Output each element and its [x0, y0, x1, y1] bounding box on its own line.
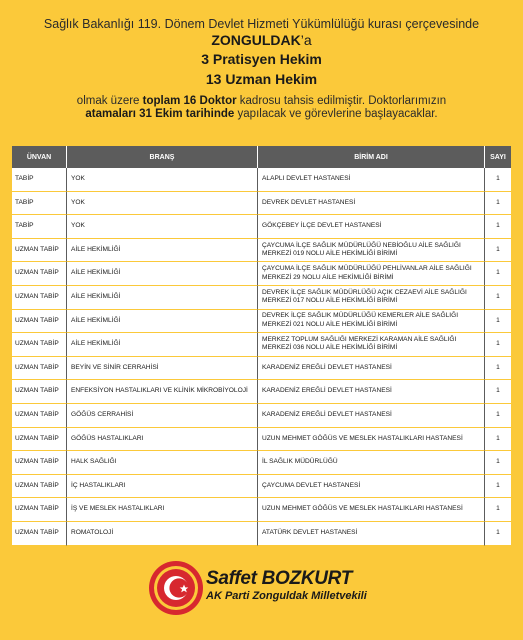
cell-birim: UZUN MEHMET GÖĞÜS VE MESLEK HASTALIKLARI HASTANESİ: [258, 498, 485, 522]
cell-birim: KARADENİZ EREĞLİ DEVLET HASTANESİ: [258, 404, 485, 428]
cell-sayi: 1: [485, 404, 511, 428]
cell-birim: GÖKÇEBEY İLÇE DEVLET HASTANESİ: [258, 215, 485, 239]
cell-sayi: 1: [485, 239, 511, 263]
cell-unvan: UZMAN TABİP: [12, 451, 67, 475]
cell-birim: ÇAYCUMA DEVLET HASTANESİ: [258, 475, 485, 499]
cell-birim: ALAPLI DEVLET HASTANESİ: [258, 168, 485, 192]
cell-birim: DEVREK İLÇE SAĞLIK MÜDÜRLÜĞÜ KEMERLER AİLE SAĞLIĞI MERKEZİ 021 NOLU AİLE HEKİMLİĞİ BİRİMİ: [258, 310, 485, 334]
cell-sayi: 1: [485, 262, 511, 286]
cell-unvan: UZMAN TABİP: [12, 262, 67, 286]
signature-title: AK Parti Zonguldak Milletvekili: [206, 590, 367, 602]
total-line: [0, 95, 523, 107]
cell-brans: AİLE HEKİMLİĞİ: [67, 262, 258, 286]
cell-unvan: TABİP: [12, 192, 67, 216]
cell-birim: ÇAYCUMA İLÇE SAĞLIK MÜDÜRLÜĞÜ NEBİOĞLU AİLE SAĞLIĞI MERKEZİ 019 NOLU AİLE HEKİMLİĞİ BİRİMİ: [258, 239, 485, 263]
table-row: [12, 168, 511, 192]
cell-sayi: 1: [485, 215, 511, 239]
table-row: [12, 239, 511, 263]
table-row: [12, 286, 511, 310]
cell-sayi: 1: [485, 522, 511, 546]
pratisyen-count: 3 Pratisyen Hekim: [201, 51, 322, 67]
total-doctors: toplam 16 Doktor: [142, 95, 237, 107]
cell-birim: DEVREK DEVLET HASTANESİ: [258, 192, 485, 216]
cell-brans: AİLE HEKİMLİĞİ: [67, 333, 258, 357]
cell-brans: İŞ VE MESLEK HASTALIKLARI: [67, 498, 258, 522]
date-line: [0, 108, 523, 120]
table-row: [12, 522, 511, 546]
cell-birim: MERKEZ TOPLUM SAĞLIĞI MERKEZİ KARAMAN AİLE SAĞLIĞI MERKEZİ 036 NOLU AİLE HEKİMLİĞİ BİRİMİ: [258, 333, 485, 357]
cell-unvan: UZMAN TABİP: [12, 380, 67, 404]
table-row: [12, 404, 511, 428]
cell-brans: ENFEKSİYON HASTALIKLARI VE KLİNİK MİKROBİYOLOJİ: [67, 380, 258, 404]
cell-brans: YOK: [67, 168, 258, 192]
table-row: [12, 498, 511, 522]
table-header-row: [12, 146, 511, 168]
cell-brans: ROMATOLOJİ: [67, 522, 258, 546]
cell-brans: HALK SAĞLIĞI: [67, 451, 258, 475]
cell-brans: AİLE HEKİMLİĞİ: [67, 286, 258, 310]
cell-unvan: UZMAN TABİP: [12, 522, 67, 546]
cell-unvan: UZMAN TABİP: [12, 428, 67, 452]
cell-brans: GÖĞÜS CERRAHİSİ: [67, 404, 258, 428]
cell-unvan: UZMAN TABİP: [12, 239, 67, 263]
assignment-table: [12, 146, 511, 546]
cell-sayi: 1: [485, 451, 511, 475]
cell-unvan: UZMAN TABİP: [12, 333, 67, 357]
cell-sayi: 1: [485, 428, 511, 452]
signature-name: Saffet BOZKURT: [206, 568, 353, 589]
cell-unvan: UZMAN TABİP: [12, 498, 67, 522]
cell-birim: UZUN MEHMET GÖĞÜS VE MESLEK HASTALIKLARI HASTANESİ: [258, 428, 485, 452]
cell-sayi: 1: [485, 357, 511, 381]
cell-brans: İÇ HASTALIKLARI: [67, 475, 258, 499]
cell-unvan: UZMAN TABİP: [12, 286, 67, 310]
table-row: [12, 262, 511, 286]
table-row: [12, 333, 511, 357]
table-row: [12, 428, 511, 452]
city-line: [0, 32, 523, 48]
table-row: [12, 475, 511, 499]
cell-brans: YOK: [67, 215, 258, 239]
cell-unvan: UZMAN TABİP: [12, 404, 67, 428]
assignment-date: atamaları 31 Ekim tarihinde: [85, 108, 235, 120]
cell-brans: BEYİN VE SİNİR CERRAHİSİ: [67, 357, 258, 381]
cell-birim: ÇAYCUMA İLÇE SAĞLIK MÜDÜRLÜĞÜ PEHLİVANLAR AİLE SAĞLIĞI MERKEZİ 29 NOLU AİLE HEKİMLİĞİ BİRİMİ: [258, 262, 485, 286]
table-row: [12, 192, 511, 216]
cell-birim: ATATÜRK DEVLET HASTANESİ: [258, 522, 485, 546]
cell-sayi: 1: [485, 310, 511, 334]
cell-sayi: 1: [485, 192, 511, 216]
cell-sayi: 1: [485, 333, 511, 357]
cell-sayi: 1: [485, 286, 511, 310]
cell-brans: AİLE HEKİMLİĞİ: [67, 310, 258, 334]
uzman-count: 13 Uzman Hekim: [205, 71, 318, 87]
date-line-post: yapılacak ve görevlerine başlayacaklar.: [234, 108, 438, 120]
intro-line: Sağlık Bakanlığı 119. Dönem Devlet Hizmeti Yükümlülüğü kurası çerçevesinde: [43, 17, 480, 31]
cell-brans: AİLE HEKİMLİĞİ: [67, 239, 258, 263]
header-sayi: SAYI: [485, 146, 511, 168]
table-body: [12, 168, 511, 546]
header-unvan: ÜNVAN: [12, 146, 67, 168]
cell-brans: YOK: [67, 192, 258, 216]
table-row: [12, 215, 511, 239]
cell-unvan: TABİP: [12, 215, 67, 239]
signature-block: [148, 560, 388, 620]
cell-unvan: TABİP: [12, 168, 67, 192]
cell-sayi: 1: [485, 498, 511, 522]
tbmm-seal-icon: [148, 560, 204, 616]
cell-brans: GÖĞÜS HASTALIKLARI: [67, 428, 258, 452]
cell-birim: KARADENİZ EREĞLİ DEVLET HASTANESİ: [258, 357, 485, 381]
header-birim: BİRİM ADI: [258, 146, 485, 168]
cell-unvan: UZMAN TABİP: [12, 357, 67, 381]
cell-birim: İL SAĞLIK MÜDÜRLÜĞÜ: [258, 451, 485, 475]
cell-unvan: UZMAN TABİP: [12, 310, 67, 334]
table-row: [12, 310, 511, 334]
cell-birim: DEVREK İLÇE SAĞLIK MÜDÜRLÜĞÜ AÇIK CEZAEVİ AİLE SAĞLIĞI MERKEZİ 017 NOLU AİLE HEKİMLİĞİ BİRİMİ: [258, 286, 485, 310]
cell-birim: KARADENİZ EREĞLİ DEVLET HASTANESİ: [258, 380, 485, 404]
city-name: ZONGULDAK: [211, 32, 301, 48]
cell-unvan: UZMAN TABİP: [12, 475, 67, 499]
total-line-post: kadrosu tahsis edilmiştir. Doktorlarımızın: [236, 95, 447, 107]
table-row: [12, 357, 511, 381]
total-line-pre: olmak üzere: [76, 95, 143, 107]
cell-sayi: 1: [485, 168, 511, 192]
city-suffix: ’a: [300, 32, 312, 48]
table-row: [12, 451, 511, 475]
table-row: [12, 380, 511, 404]
cell-sayi: 1: [485, 380, 511, 404]
header-brans: BRANŞ: [67, 146, 258, 168]
assignment-table-wrapper: [12, 146, 511, 546]
cell-sayi: 1: [485, 475, 511, 499]
